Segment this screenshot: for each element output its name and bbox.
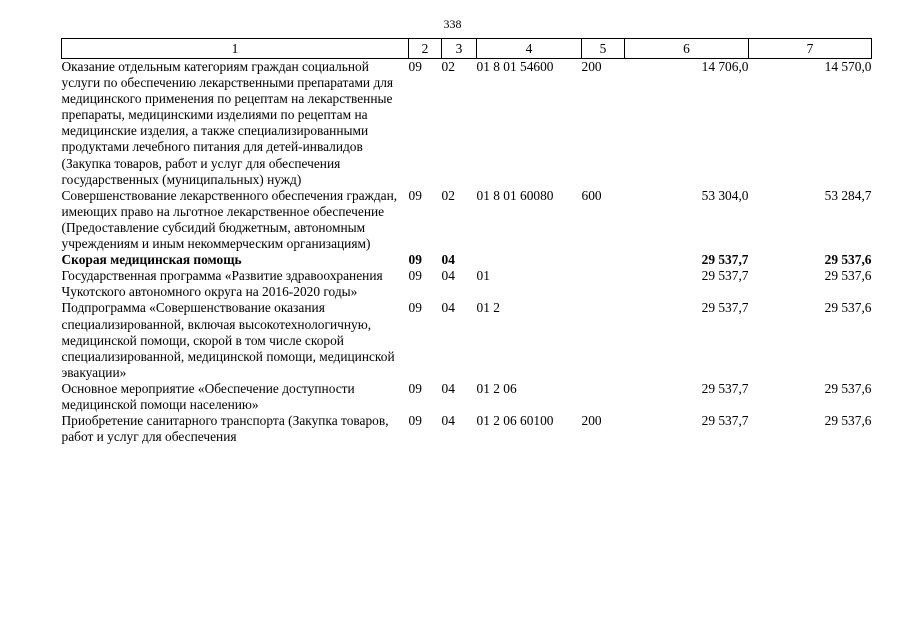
row-target-code [477, 252, 582, 268]
column-header: 5 [582, 39, 625, 59]
row-subsection: 04 [441, 413, 455, 429]
row-target-code: 01 2 06 [476, 380, 517, 396]
header-row [62, 39, 872, 59]
row-section: 09 [408, 59, 422, 74]
budget-table [61, 38, 872, 445]
row-name: Оказание отдельным категориям граждан социальной услуги по обеспечению лекарственными препаратами для медицинского применения по рецептам на лекарственные препараты, медицинскими изделиями по рецептам на медицинские изделия, а также специализированными продуктами лечебного питания для детей-инвалидов (Закупка товаров, работ и услуг для обеспечения государственных (муниципальных) нужд) [61, 59, 394, 187]
row-name: Государственная программа «Развитие здравоохранения Чукотского автономного округа на 2016-2020 годы» [61, 268, 383, 300]
row-target-code: 01 2 [476, 300, 500, 316]
column-header: 2 [409, 39, 442, 59]
row-expense-type: 200 [581, 413, 602, 429]
row-expense-type [582, 268, 625, 300]
row-amount-1: 53 304,0 [701, 187, 749, 203]
row-expense-type [582, 300, 625, 380]
row-amount-2: 29 537,6 [824, 380, 872, 396]
row-amount-1: 29 537,7 [701, 268, 749, 284]
row-subsection: 04 [441, 252, 455, 268]
table-row [62, 188, 872, 252]
row-amount-2: 29 537,6 [824, 252, 872, 268]
row-amount-1: 29 537,7 [701, 300, 749, 316]
row-amount-2: 29 537,6 [824, 413, 872, 429]
table-header [62, 39, 872, 59]
row-section: 09 [408, 268, 422, 284]
row-expense-type [582, 381, 625, 413]
table-row [62, 413, 872, 445]
row-subsection: 04 [441, 300, 455, 316]
row-subsection: 04 [441, 268, 455, 284]
row-name: Скорая медицинская помощь [61, 252, 242, 268]
row-amount-2: 29 537,6 [824, 268, 872, 284]
table-row [62, 381, 872, 413]
row-subsection: 02 [441, 187, 455, 203]
row-amount-2: 29 537,6 [824, 300, 872, 316]
column-header: 7 [749, 39, 872, 59]
row-amount-2: 14 570,0 [824, 59, 872, 74]
table-row [62, 59, 872, 188]
column-header: 4 [477, 39, 582, 59]
row-expense-type: 600 [581, 187, 602, 203]
row-subsection: 02 [441, 59, 455, 74]
column-header: 3 [442, 39, 477, 59]
row-expense-type: 200 [581, 59, 602, 74]
row-target-code: 01 8 01 60080 [476, 187, 554, 203]
row-section: 09 [408, 252, 422, 268]
table-row [62, 300, 872, 380]
row-expense-type [582, 252, 625, 268]
row-amount-1: 29 537,7 [701, 252, 749, 268]
table-row [62, 268, 872, 300]
column-header: 6 [625, 39, 749, 59]
row-name: Подпрограмма «Совершенствование оказания специализированной, включая высокотехнологичную, медицинской помощи, скорой в том числе скорой специализированной, медицинской помощи, медицинской эвакуации» [61, 300, 395, 380]
row-name: Совершенствование лекарственного обеспечения граждан, имеющих право на льготное лекарственное обеспечение (Предоставление субсидий бюджетным, автономным учреждениям и иным некоммерческим организациям) [61, 187, 398, 252]
row-name: Приобретение санитарного транспорта (Закупка товаров, работ и услуг для обеспечения [61, 413, 389, 445]
column-header: 1 [62, 39, 409, 59]
row-section: 09 [408, 413, 422, 429]
page-number: 338 [443, 17, 462, 31]
row-amount-1: 14 706,0 [701, 59, 749, 74]
row-amount-2: 53 284,7 [824, 187, 872, 203]
row-section: 09 [408, 380, 422, 396]
row-section: 09 [408, 187, 422, 203]
row-target-code: 01 2 06 60100 [476, 413, 554, 429]
row-section: 09 [408, 300, 422, 316]
row-target-code: 01 8 01 54600 [476, 59, 554, 74]
row-name: Основное мероприятие «Обеспечение доступности медицинской помощи населению» [61, 380, 355, 412]
table-row [62, 252, 872, 268]
row-amount-1: 29 537,7 [701, 380, 749, 396]
table-body [62, 59, 872, 446]
row-subsection: 04 [441, 380, 455, 396]
row-target-code: 01 [476, 268, 490, 284]
row-amount-1: 29 537,7 [701, 413, 749, 429]
